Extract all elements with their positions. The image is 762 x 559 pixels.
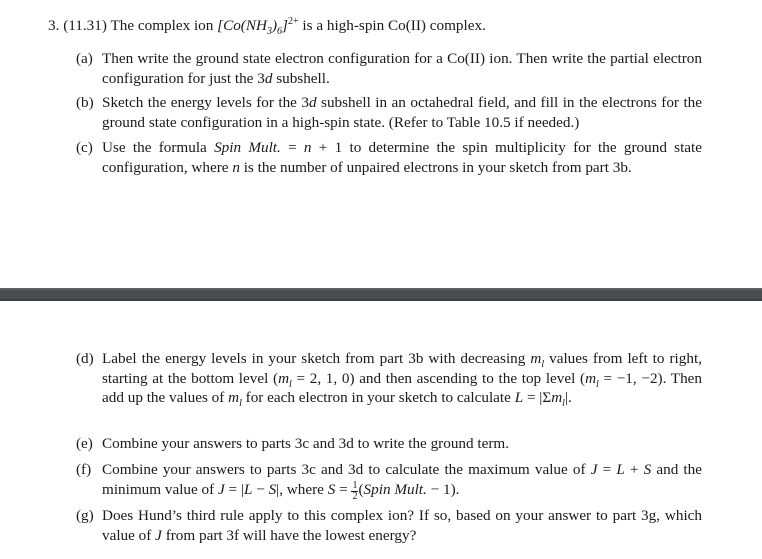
part-a: (a) Then write the ground state electron configuration for a Co(II) ion. Then write the partial electron configuration for just the 3d subshell. bbox=[76, 50, 702, 87]
part-label: (c) bbox=[76, 139, 93, 156]
part-c: (c) Use the formula Spin Mult. = n + 1 to determine the spin multiplicity for the ground state configuration, where n is the number of unpaired electrons in your sketch from part 3b. bbox=[76, 139, 703, 176]
part-e: (e) Combine your answers to parts 3c and 3d to write the ground term. bbox=[76, 435, 510, 452]
part-label: (d) bbox=[76, 350, 94, 367]
page-bottom bbox=[0, 301, 762, 559]
complex-formula: $[Co(NH_3)_6]$ bbox=[217, 17, 288, 38]
page-divider bbox=[0, 288, 762, 301]
part-d: (d) Label the energy levels in your sketch from part 3b with decreasing $m_l$ values from left to right, starting at the bottom level ($m_l = 2$, 1, 0) and then ascending to the top level ($m_l = -1$, −2). Then add up the values of $m_l$ for each electron in your sketch to calculate $L = |\Sigma m_l|$. bbox=[76, 350, 702, 410]
question-number: 3. bbox=[48, 17, 60, 34]
part-label: (b) bbox=[76, 94, 94, 111]
part-label: (a) bbox=[76, 50, 93, 67]
complex-charge: 2+ bbox=[287, 15, 299, 27]
part-b: (b) Sketch the energy levels for the 3d subshell in an octahedral field, and fill in the electrons for the ground state configuration in a high-spin state. (Refer to Table 10.5 if needed.) bbox=[76, 94, 702, 131]
question-header: 3. (11.31) The complex ion $[Co(NH_3)_6]^{2+}$ is a high-spin Co(II) complex. bbox=[48, 15, 486, 38]
part-label: (e) bbox=[76, 435, 93, 452]
part-label: (f) bbox=[76, 461, 92, 478]
part-f: (f) Combine your answers to parts 3c and 3d to calculate the maximum value of J = L + S and the minimum value of J = |L − S|, where S = $\frac{1}{2}$ (Spin Mult. − 1). bbox=[76, 461, 702, 502]
question-ref: (11.31) bbox=[63, 17, 107, 34]
part-label: (g) bbox=[76, 507, 94, 524]
part-g: (g) Does Hund’s third rule apply to this complex ion? If so, based on your answer to part 3g, which value of J from part 3f will have the lowest energy? bbox=[76, 507, 702, 544]
fraction-half: $\frac{1}{2}$ bbox=[352, 479, 358, 502]
